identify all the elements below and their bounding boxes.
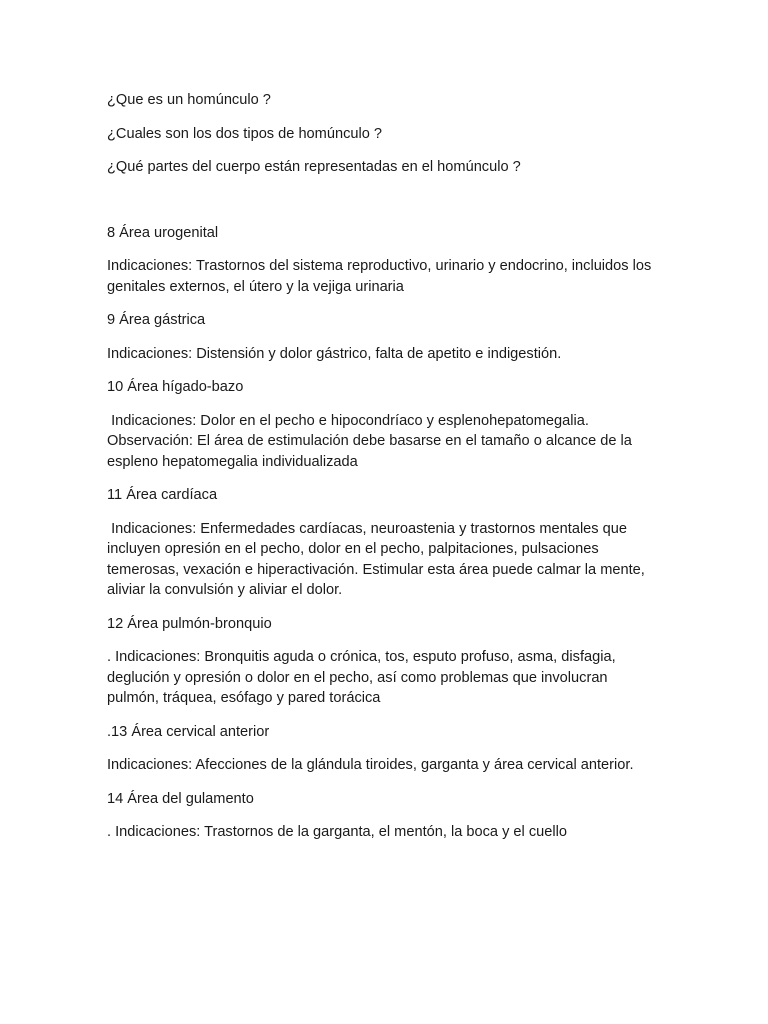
section-body-cervical-anterior: Indicaciones: Afecciones de la glándula tiroides, garganta y área cervical anterior. [107,757,634,773]
question-2: ¿Cuales son los dos tipos de homúnculo ? [107,125,383,142]
section-body-gastrica: Indicaciones: Distensión y dolor gástrico, falta de apetito e indigestión. [107,345,562,362]
section-body-urogenital: Indicaciones: Trastornos del sistema reproductivo, urinario y endocrino, incluidos los genitales externos, el útero y la vejiga urinaria [107,258,656,295]
section-heading-cervical-anterior: .13 Área cervical anterior [107,723,270,740]
section-body-cardiaca: Indicaciones: Enfermedades cardíacas, neuroastenia y trastornos mentales que incluyen opresión en el pecho, dolor en el pecho, palpitaciones, pulsaciones temerosas, vexación e hiperactivación. Estimular esta área puede calmar la mente, aliviar la convulsión y aliviar el dolor. [107,520,649,598]
paragraph-spacer [107,191,662,223]
document-page [107,90,662,856]
section-heading-gastrica: 9 Área gástrica [107,312,206,328]
question-1: ¿Que es un homúnculo ? [107,92,271,108]
section-heading-cardiaca: 11 Área cardíaca [107,487,218,503]
section-heading-gulamento: 14 Área del gulamento [107,790,254,807]
section-heading-urogenital: 8 Área urogenital [107,224,219,241]
section-body-gulamento: . Indicaciones: Trastornos de la garganta, el mentón, la boca y el cuello [107,824,567,840]
section-body-pulmon-bronquio: . Indicaciones: Bronquitis aguda o crónica, tos, esputo profuso, asma, disfagia, deglución y opresión o dolor en el pecho, así como problemas que involucran pulmón, tráquea, esófago y pared torácica [107,649,620,706]
section-heading-pulmon-bronquio: 12 Área pulmón-bronquio [107,615,272,632]
section-body-higado-bazo: Indicaciones: Dolor en el pecho e hipocondríaco y esplenohepatomegalia. Observación: El área de estimulación debe basarse en el tamaño o alcance de la espleno hepatomegalia individualizada [107,412,636,470]
question-3: ¿Qué partes del cuerpo están representadas en el homúnculo ? [107,159,521,175]
section-heading-higado-bazo: 10 Área hígado-bazo [107,379,244,395]
